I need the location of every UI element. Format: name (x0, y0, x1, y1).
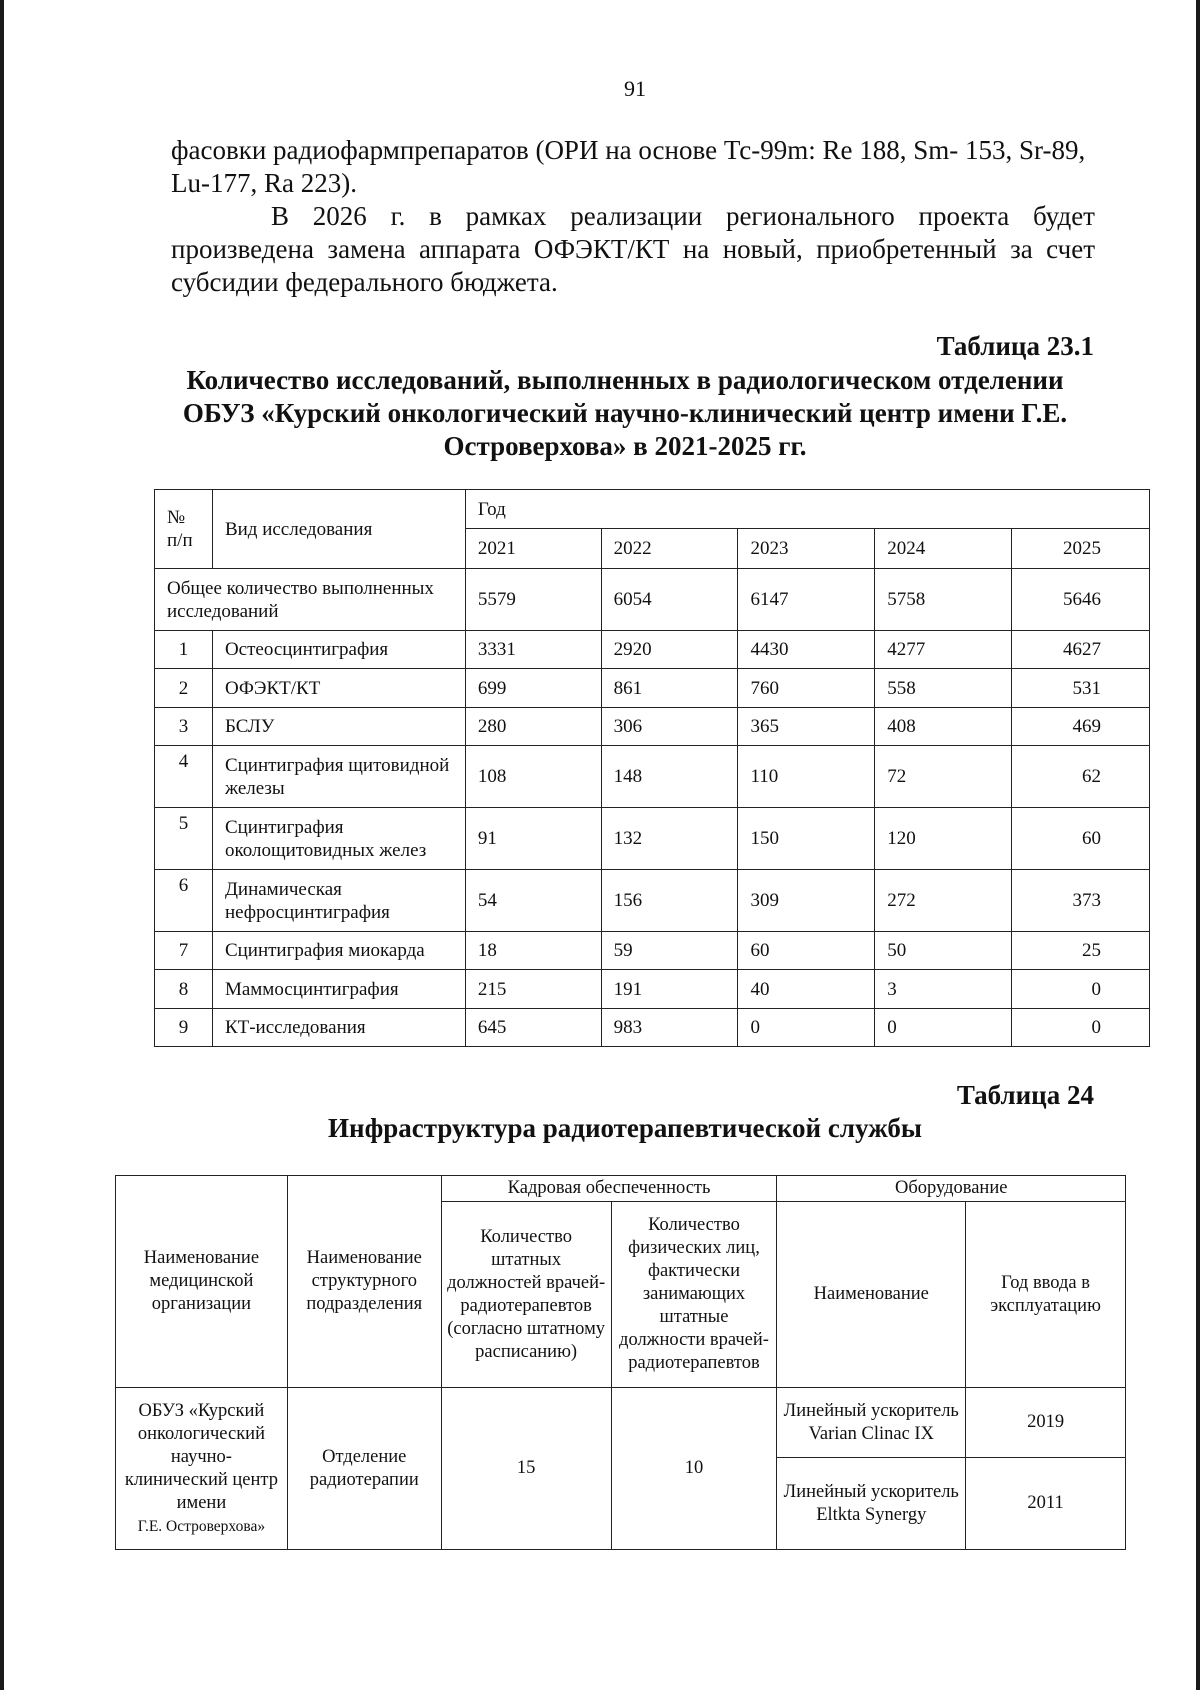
paragraph-1: фасовки радиофармпрепаратов (ОРИ на основе Тс-99m: Re 188, Sm- 153, Sr-89, Lu-177, Ra 223). (171, 135, 1086, 198)
header-staff-group: Кадровая обеспеченность (441, 1176, 777, 1202)
header-type: Вид исследования (212, 490, 465, 569)
table-row (155, 932, 1150, 970)
row-value: 40 (738, 970, 875, 1009)
row-value: 280 (465, 708, 601, 746)
row-value: 62 (1012, 746, 1150, 808)
row-name: Динамическая нефросцинтиграфия (212, 870, 465, 932)
row-value: 861 (601, 669, 738, 708)
row-num: 2 (155, 669, 213, 708)
header-year: 2024 (875, 529, 1012, 569)
header-year: 2025 (1012, 529, 1150, 569)
table-row (155, 870, 1150, 932)
row-value: 2920 (601, 631, 738, 669)
row-num: 5 (155, 808, 213, 870)
org-cell (116, 1388, 288, 1550)
row-value: 25 (1012, 932, 1150, 970)
row-value: 50 (875, 932, 1012, 970)
row-value: 110 (738, 746, 875, 808)
table-23-1-title: Количество исследований, выполненных в радиологическом отделении ОБУЗ «Курский онкологический научно-клинический центр имени Г.Е. Островерхова» в 2021-2025 гг. (182, 365, 1068, 461)
org-name-suffix: Г.Е. Островерхова» (137, 1517, 266, 1535)
row-value: 373 (1012, 870, 1150, 932)
row-value: 91 (465, 808, 601, 870)
row-value: 59 (601, 932, 738, 970)
row-value: 272 (875, 870, 1012, 932)
equipment-year: 2019 (966, 1388, 1126, 1458)
org-name: ОБУЗ «Курский онкологический научно-клинический центр имени (124, 1400, 278, 1513)
row-value: 60 (738, 932, 875, 970)
row-value: 699 (465, 669, 601, 708)
total-value: 5758 (875, 569, 1012, 631)
header-equipment-group: Оборудование (777, 1176, 1126, 1202)
row-value: 18 (465, 932, 601, 970)
header-num: № п/п (155, 490, 213, 569)
table-row (155, 1009, 1150, 1047)
research-count-table (154, 489, 1150, 1047)
row-value: 0 (738, 1009, 875, 1047)
row-value: 983 (601, 1009, 738, 1047)
row-value: 760 (738, 669, 875, 708)
row-value: 3 (875, 970, 1012, 1009)
row-name: Маммосцинтиграфия (212, 970, 465, 1009)
row-value: 0 (1012, 970, 1150, 1009)
header-staff-persons: Количество физических лиц, фактически занимающих штатные должности врачей-радиотерапевтов (611, 1202, 777, 1388)
table-23-1-label: Таблица 23.1 (936, 331, 1094, 361)
row-value: 215 (465, 970, 601, 1009)
row-value: 531 (1012, 669, 1150, 708)
row-name: Сцинтиграфия околощитовидных желез (212, 808, 465, 870)
header-staff-positions: Количество штатных должностей врачей-радиотерапевтов (согласно штатному расписанию) (441, 1202, 611, 1388)
row-value: 191 (601, 970, 738, 1009)
row-num: 7 (155, 932, 213, 970)
row-value: 120 (875, 808, 1012, 870)
header-year: 2021 (465, 529, 601, 569)
table-row (155, 708, 1150, 746)
row-name: Остеосцинтиграфия (212, 631, 465, 669)
row-name: КТ-исследования (212, 1009, 465, 1047)
total-row (155, 569, 1150, 631)
header-year-group: Год (465, 490, 1149, 529)
row-value: 408 (875, 708, 1012, 746)
row-name: Сцинтиграфия щитовидной железы (212, 746, 465, 808)
row-num: 1 (155, 631, 213, 669)
equipment-year: 2011 (966, 1458, 1126, 1550)
row-value: 148 (601, 746, 738, 808)
table-row (155, 669, 1150, 708)
row-num: 6 (155, 870, 213, 932)
row-value: 558 (875, 669, 1012, 708)
row-value: 4627 (1012, 631, 1150, 669)
equipment-name: Линейный ускоритель Eltkta Synergy (777, 1458, 966, 1550)
table-24-title: Инфраструктура радиотерапевтической службы (328, 1113, 922, 1143)
row-value: 108 (465, 746, 601, 808)
row-num: 9 (155, 1009, 213, 1047)
total-value: 6147 (738, 569, 875, 631)
row-value: 60 (1012, 808, 1150, 870)
row-value: 4430 (738, 631, 875, 669)
total-value: 5646 (1012, 569, 1150, 631)
header-year: 2022 (601, 529, 738, 569)
page-number: 91 (624, 76, 646, 101)
row-value: 469 (1012, 708, 1150, 746)
row-num: 8 (155, 970, 213, 1009)
row-num: 3 (155, 708, 213, 746)
row-value: 4277 (875, 631, 1012, 669)
header-equipment-year: Год ввода в эксплуатацию (966, 1202, 1126, 1388)
scan-edge-right (1196, 0, 1200, 1690)
row-name: БСЛУ (212, 708, 465, 746)
row-value: 0 (875, 1009, 1012, 1047)
table-row (155, 631, 1150, 669)
total-value: 5579 (465, 569, 601, 631)
row-name: ОФЭКТ/КТ (212, 669, 465, 708)
paragraph-2: В 2026 г. в рамках реализации регионального проекта будет произведена замена аппарата ОФЭКТ/КТ на новый, приобретенный за счет субсидии федерального бюджета. (171, 201, 1095, 297)
row-name: Сцинтиграфия миокарда (212, 932, 465, 970)
row-value: 309 (738, 870, 875, 932)
row-value: 3331 (465, 631, 601, 669)
header-org: Наименование медицинской организации (116, 1176, 288, 1388)
header-year: 2023 (738, 529, 875, 569)
row-value: 365 (738, 708, 875, 746)
equipment-name: Линейный ускоритель Varian Clinac IX (777, 1388, 966, 1458)
row-value: 72 (875, 746, 1012, 808)
row-value: 156 (601, 870, 738, 932)
row-value: 306 (601, 708, 738, 746)
table-row (155, 746, 1150, 808)
scan-edge-left (0, 0, 4, 1690)
header-equipment-name: Наименование (777, 1202, 966, 1388)
row-value: 645 (465, 1009, 601, 1047)
table-24-label: Таблица 24 (956, 1080, 1094, 1110)
row-value: 0 (1012, 1009, 1150, 1047)
dept-cell: Отделение радиотерапии (287, 1388, 441, 1550)
persons-cell: 10 (611, 1388, 777, 1550)
table-row (116, 1388, 1126, 1458)
positions-cell: 15 (441, 1388, 611, 1550)
radiotherapy-infrastructure-table (115, 1175, 1126, 1550)
table-row (155, 970, 1150, 1009)
total-value: 6054 (601, 569, 738, 631)
row-value: 132 (601, 808, 738, 870)
row-num: 4 (155, 746, 213, 808)
total-label: Общее количество выполненных исследований (155, 569, 466, 631)
header-dept: Наименование структурного подразделения (287, 1176, 441, 1388)
table-row (155, 808, 1150, 870)
row-value: 54 (465, 870, 601, 932)
row-value: 150 (738, 808, 875, 870)
